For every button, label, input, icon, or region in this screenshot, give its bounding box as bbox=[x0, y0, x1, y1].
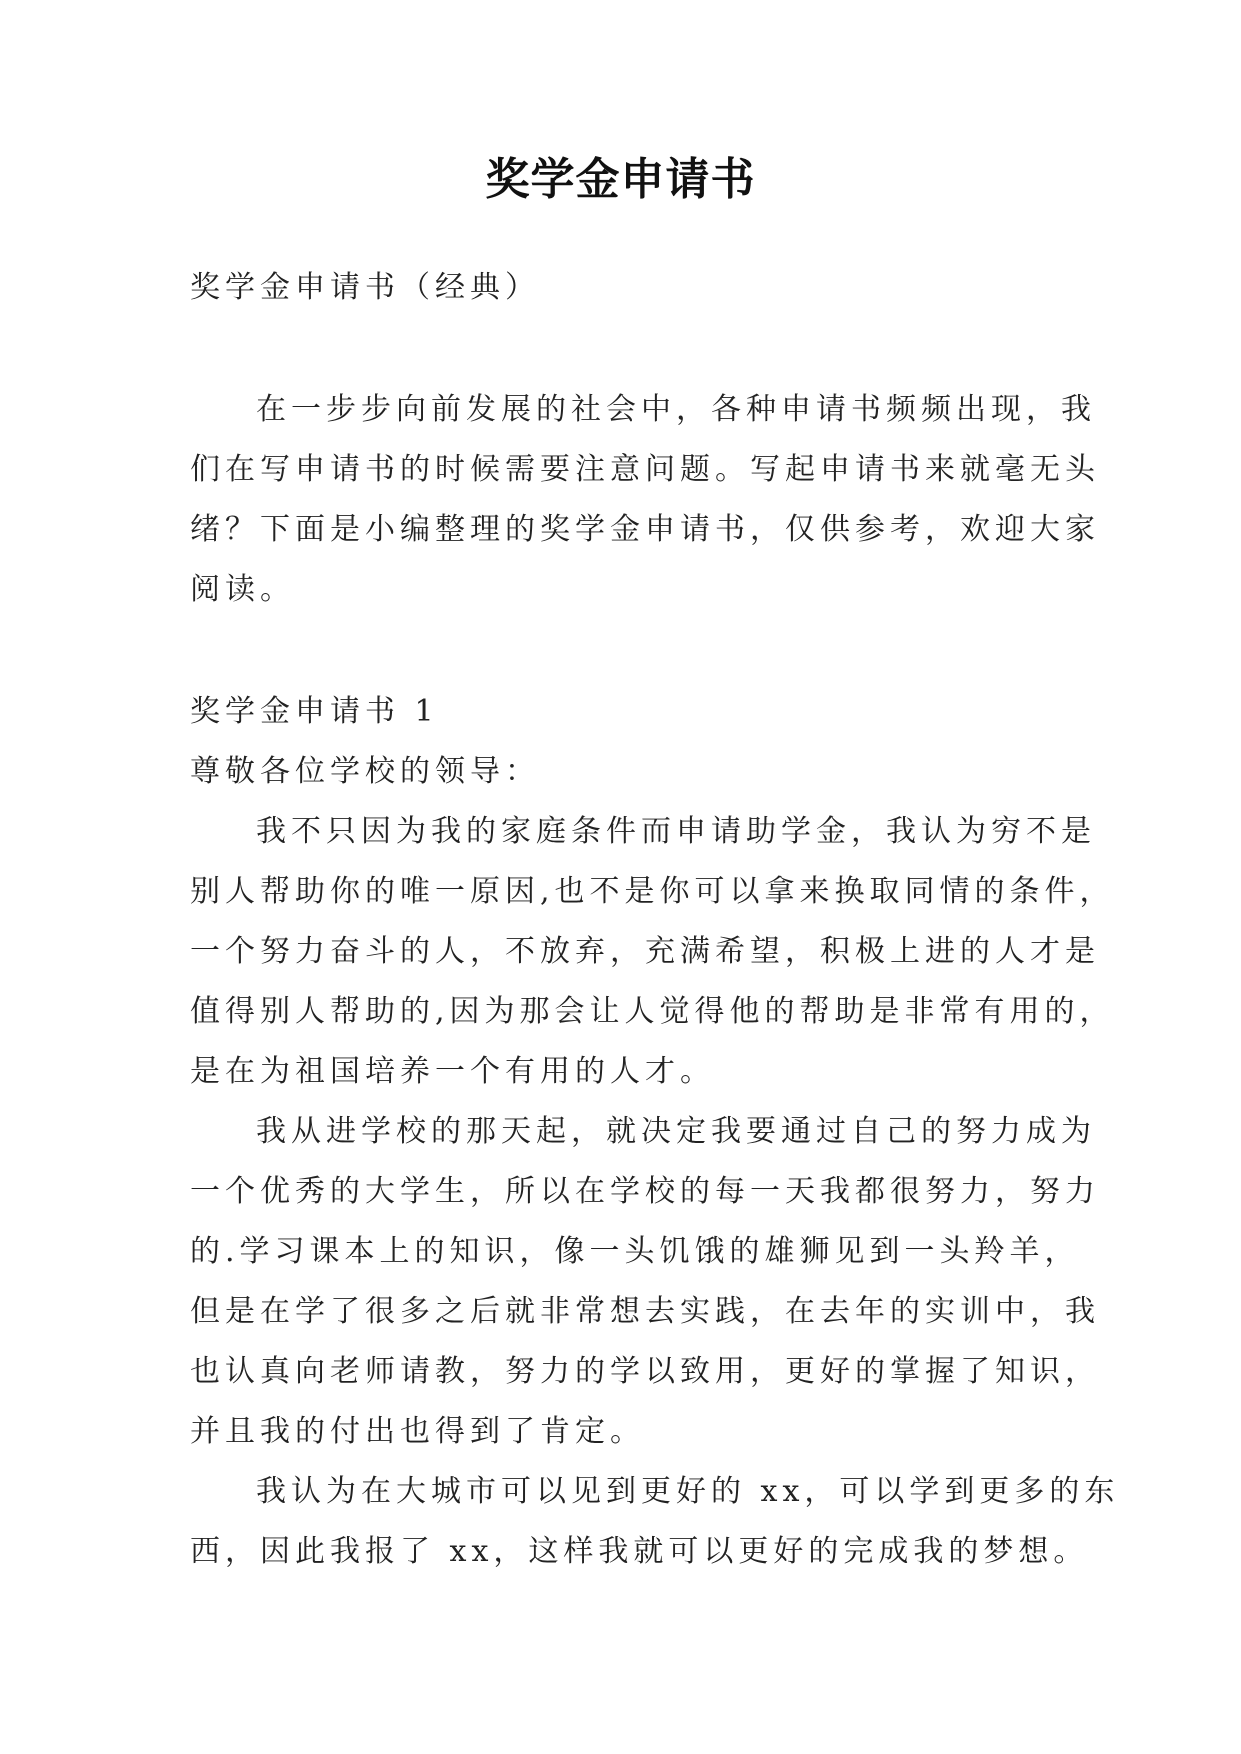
paragraph-line: 一个努力奋斗的人，不放弃，充满希望，积极上进的人才是 bbox=[190, 934, 1100, 969]
document-subtitle: 奖学金申请书（经典） bbox=[190, 270, 540, 305]
paragraph-line: 值得别人帮助的,因为那会让人觉得他的帮助是非常有用的， bbox=[190, 994, 1115, 1029]
paragraph-line: 是在为祖国培养一个有用的人才。 bbox=[190, 1054, 715, 1089]
paragraph-line: 西，因此我报了 xx，这样我就可以更好的完成我的梦想。 bbox=[190, 1534, 1089, 1569]
intro-line: 们在写申请书的时候需要注意问题。写起申请书来就毫无头 bbox=[190, 452, 1100, 487]
body-paragraph bbox=[190, 1462, 1120, 1582]
paragraph-line: 但是在学了很多之后就非常想去实践，在去年的实训中，我 bbox=[190, 1294, 1100, 1329]
paragraph-line: 我不只因为我的家庭条件而申请助学金，我认为穷不是 bbox=[256, 814, 1096, 849]
spacer bbox=[190, 620, 1062, 682]
spacer bbox=[190, 318, 1062, 380]
salutation: 尊敬各位学校的领导： bbox=[190, 754, 540, 789]
paragraph-line: 我认为在大城市可以见到更好的 xx，可以学到更多的东 bbox=[256, 1474, 1120, 1509]
intro-line: 在一步步向前发展的社会中，各种申请书频频出现，我 bbox=[256, 392, 1096, 427]
intro-line: 阅读。 bbox=[190, 572, 295, 607]
paragraph-line: 也认真向老师请教，努力的学以致用，更好的掌握了知识， bbox=[190, 1354, 1100, 1389]
section-heading: 奖学金申请书 1 bbox=[190, 694, 439, 729]
intro-line: 绪？下面是小编整理的奖学金申请书，仅供参考，欢迎大家 bbox=[190, 512, 1100, 547]
paragraph-line: 的.学习课本上的知识，像一头饥饿的雄狮见到一头羚羊， bbox=[190, 1234, 1080, 1269]
body-paragraph bbox=[190, 802, 1115, 1102]
paragraph-line: 我从进学校的那天起，就决定我要通过自己的努力成为 bbox=[256, 1114, 1096, 1149]
body-paragraph bbox=[190, 1102, 1100, 1462]
paragraph-line: 一个优秀的大学生，所以在学校的每一天我都很努力，努力 bbox=[190, 1174, 1100, 1209]
paragraph-line: 别人帮助你的唯一原因,也不是你可以拿来换取同情的条件， bbox=[190, 874, 1115, 909]
document-body bbox=[190, 258, 1120, 1582]
intro-paragraph bbox=[190, 380, 1100, 620]
paragraph-line: 并且我的付出也得到了肯定。 bbox=[190, 1414, 645, 1449]
document-title: 奖学金申请书 bbox=[485, 154, 756, 205]
